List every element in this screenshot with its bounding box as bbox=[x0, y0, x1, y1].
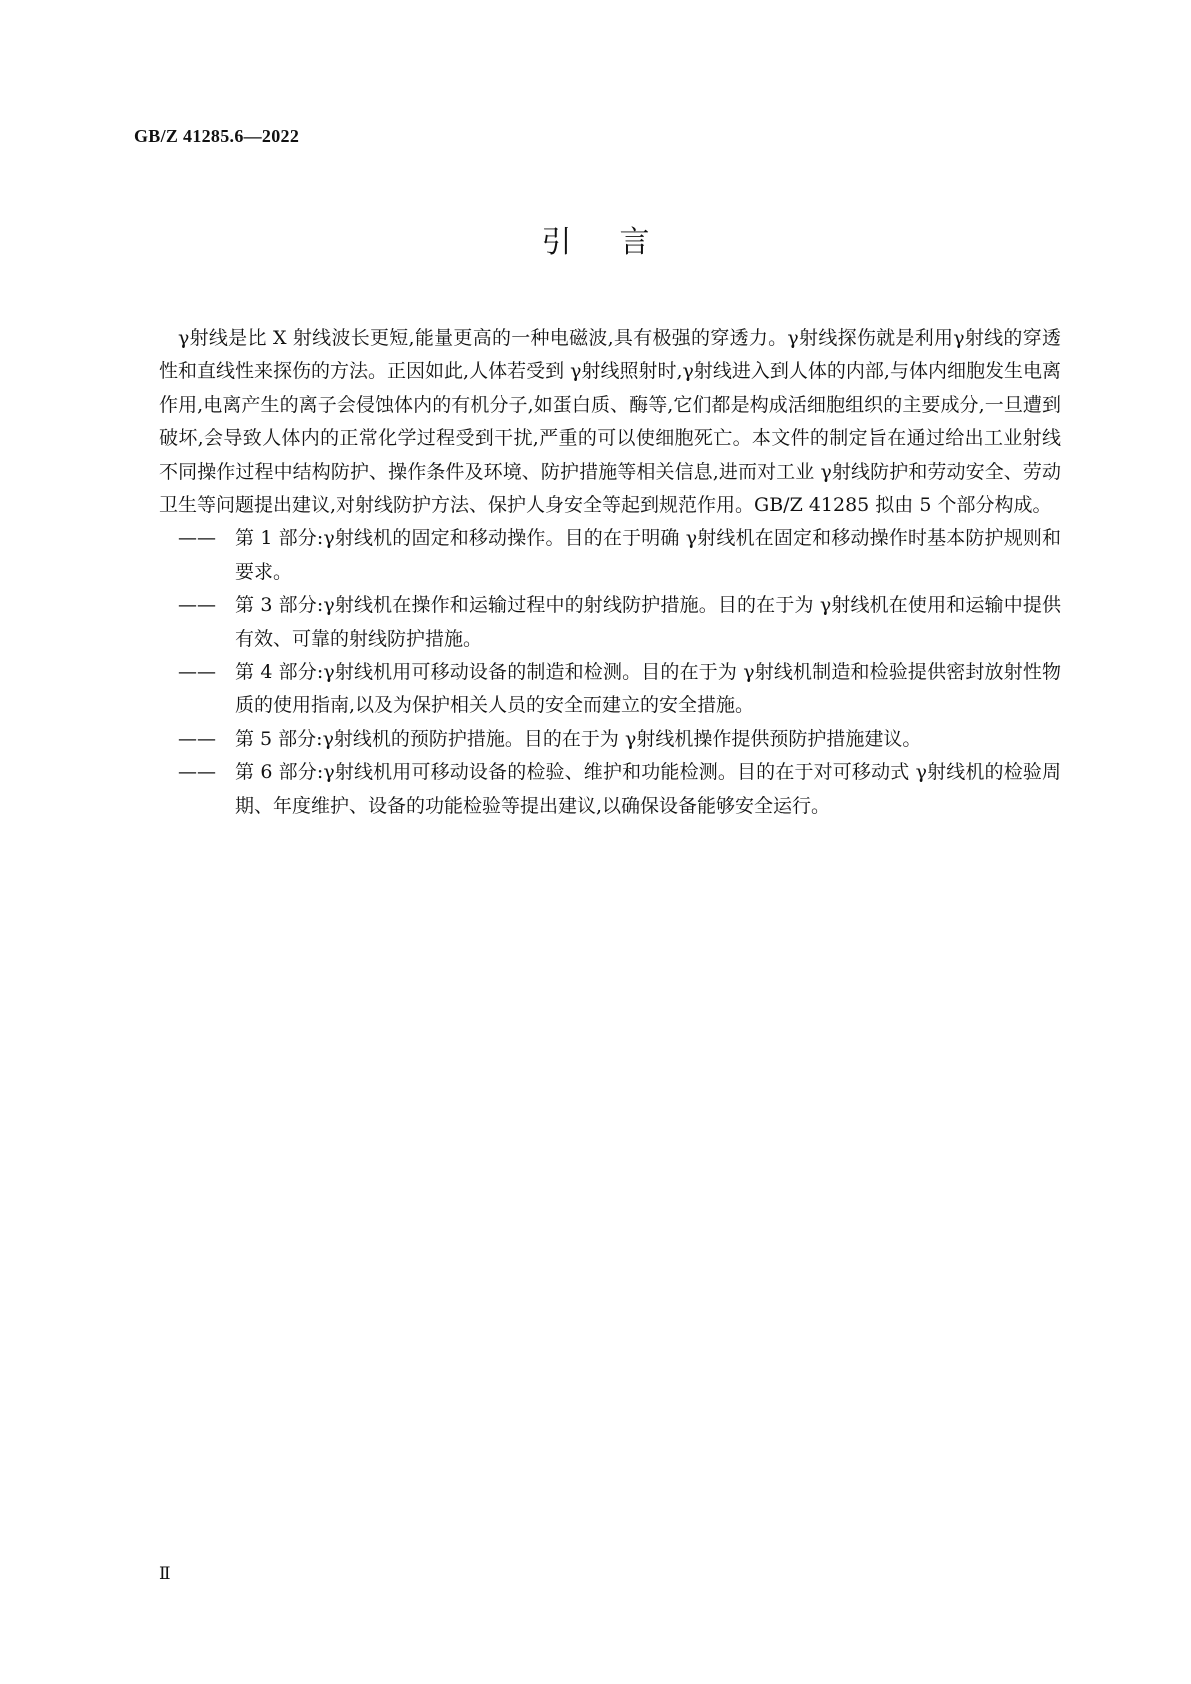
document-body bbox=[159, 322, 1061, 823]
standard-code: GB/Z 41285.6—2022 bbox=[134, 126, 300, 146]
list-item-text: 第 5 部分:γ射线机的预防护措施。目的在于为 γ射线机操作提供预防护措施建议。 bbox=[235, 727, 922, 750]
intro-paragraph: γ射线是比 X 射线波长更短,能量更高的一种电磁波,具有极强的穿透力。γ射线探伤就是利用γ射线的穿透性和直线性来探伤的方法。正因如此,人体若受到 γ射线照射时,γ射线进入到人体的内部,与体内细胞发生电离作用,电离产生的离子会侵蚀体内的有机分子,如蛋白质、酶等,它们都是构成活细胞组织的主要成分,一旦遭到破坏,会导致人体内的正常化学过程受到干扰,严重的可以使细胞死亡。本文件的制定旨在通过给出工业射线不同操作过程中结构防护、操作条件及环境、防护措施等相关信息,进而对工业 γ射线防护和劳动安全、劳动卫生等问题提出建议,对射线防护方法、保护人身安全等起到规范作用。GB/Z 41285 拟由 5 个部分构成。 bbox=[159, 327, 1061, 517]
list-item-text: 第 1 部分:γ射线机的固定和移动操作。目的在于明确 γ射线机在固定和移动操作时基本防护规则和要求。 bbox=[235, 527, 1061, 583]
list-item bbox=[178, 756, 1061, 823]
parts-list bbox=[159, 522, 1061, 823]
list-dash: —— bbox=[178, 727, 216, 750]
list-item bbox=[178, 656, 1061, 723]
page-title: 引言 bbox=[541, 225, 698, 260]
list-dash: —— bbox=[178, 594, 216, 617]
list-item-text: 第 3 部分:γ射线机在操作和运输过程中的射线防护措施。目的在于为 γ射线机在使用和运输中提供有效、可靠的射线防护措施。 bbox=[235, 594, 1061, 650]
list-dash: —— bbox=[178, 661, 216, 684]
list-item bbox=[178, 723, 1061, 756]
list-item-text: 第 6 部分:γ射线机用可移动设备的检验、维护和功能检测。目的在于对可移动式 γ射线机的检验周期、年度维护、设备的功能检验等提出建议,以确保设备能够安全运行。 bbox=[235, 761, 1061, 817]
list-dash: —— bbox=[178, 527, 216, 550]
list-item bbox=[178, 522, 1061, 589]
list-item bbox=[178, 589, 1061, 656]
list-dash: —— bbox=[178, 761, 216, 784]
page-number: Ⅱ bbox=[159, 1564, 171, 1583]
list-item-text: 第 4 部分:γ射线机用可移动设备的制造和检测。目的在于为 γ射线机制造和检验提供密封放射性物质的使用指南,以及为保护相关人员的安全而建立的安全措施。 bbox=[235, 661, 1061, 717]
